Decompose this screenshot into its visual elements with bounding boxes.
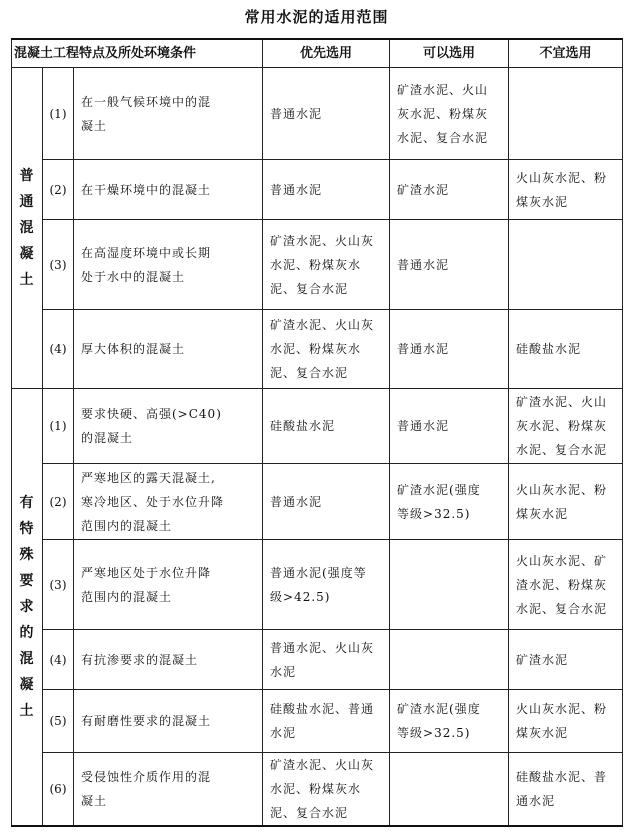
row-preferred: 普通水泥 — [263, 464, 390, 540]
row-unsuitable — [509, 68, 623, 160]
row-usable — [390, 630, 509, 690]
row-condition: 有耐磨性要求的混凝土 — [74, 690, 263, 753]
table-title: 常用水泥的适用范围 — [244, 8, 389, 26]
cement-usage-table — [11, 38, 623, 827]
table-row — [12, 310, 623, 389]
row-preferred: 矿渣水泥、火山灰 水泥、粉煤灰水 泥、复合水泥 — [263, 310, 390, 389]
row-preferred: 硅酸盐水泥、普通 水泥 — [263, 690, 390, 753]
row-condition: 受侵蚀性介质作用的混 凝土 — [74, 753, 263, 827]
row-preferred: 普通水泥 — [263, 68, 390, 160]
row-usable: 矿渣水泥 — [390, 160, 509, 220]
table-row — [12, 690, 623, 753]
row-preferred: 普通水泥(强度等 级>42.5) — [263, 540, 390, 630]
row-condition: 严寒地区的露天混凝土, 寒冷地区、处于水位升降 范围内的混凝土 — [74, 464, 263, 540]
row-condition: 在高湿度环境中或长期 处于水中的混凝土 — [74, 220, 263, 310]
row-number: (4) — [43, 630, 74, 690]
row-number: (3) — [43, 220, 74, 310]
row-usable — [390, 540, 509, 630]
table-row — [12, 630, 623, 690]
row-unsuitable: 硅酸盐水泥、普 通水泥 — [509, 753, 623, 827]
row-condition: 厚大体积的混凝土 — [74, 310, 263, 389]
table-row — [12, 753, 623, 827]
row-unsuitable: 火山灰水泥、粉 煤灰水泥 — [509, 690, 623, 753]
row-number: (6) — [43, 753, 74, 827]
row-condition: 在干燥环境中的混凝土 — [74, 160, 263, 220]
row-preferred: 矿渣水泥、火山灰 水泥、粉煤灰水 泥、复合水泥 — [263, 753, 390, 827]
row-usable: 普通水泥 — [390, 310, 509, 389]
row-usable: 矿渣水泥(强度 等级>32.5) — [390, 690, 509, 753]
header-condition: 混凝土工程特点及所处环境条件 — [12, 39, 263, 68]
table-row — [12, 220, 623, 310]
group-label-special: 有 特 殊 要 求 的 混 凝 土 — [12, 389, 43, 827]
header-row — [12, 39, 623, 68]
row-number: (3) — [43, 540, 74, 630]
row-preferred: 硅酸盐水泥 — [263, 389, 390, 464]
row-unsuitable: 矿渣水泥、火山 灰水泥、粉煤灰 水泥、复合水泥 — [509, 389, 623, 464]
row-condition: 要求快硬、高强(>C40) 的混凝土 — [74, 389, 263, 464]
row-condition: 严寒地区处于水位升降 范围内的混凝土 — [74, 540, 263, 630]
header-unsuitable: 不宜选用 — [509, 39, 623, 68]
header-preferred: 优先选用 — [263, 39, 390, 68]
header-usable: 可以选用 — [390, 39, 509, 68]
row-unsuitable: 硅酸盐水泥 — [509, 310, 623, 389]
row-preferred: 普通水泥 — [263, 160, 390, 220]
table-row — [12, 540, 623, 630]
group-label-ordinary: 普 通 混 凝 土 — [12, 68, 43, 389]
row-number: (5) — [43, 690, 74, 753]
row-unsuitable: 火山灰水泥、粉 煤灰水泥 — [509, 160, 623, 220]
row-usable: 普通水泥 — [390, 389, 509, 464]
row-usable: 矿渣水泥、火山 灰水泥、粉煤灰 水泥、复合水泥 — [390, 68, 509, 160]
row-number: (2) — [43, 464, 74, 540]
row-number: (2) — [43, 160, 74, 220]
row-condition: 有抗渗要求的混凝土 — [74, 630, 263, 690]
row-number: (1) — [43, 68, 74, 160]
row-unsuitable: 火山灰水泥、粉 煤灰水泥 — [509, 464, 623, 540]
table-row — [12, 68, 623, 160]
row-condition: 在一般气候环境中的混 凝土 — [74, 68, 263, 160]
row-usable: 普通水泥 — [390, 220, 509, 310]
row-unsuitable: 火山灰水泥、矿 渣水泥、粉煤灰 水泥、复合水泥 — [509, 540, 623, 630]
row-usable: 矿渣水泥(强度 等级>32.5) — [390, 464, 509, 540]
table-row — [12, 464, 623, 540]
row-preferred: 矿渣水泥、火山灰 水泥、粉煤灰水 泥、复合水泥 — [263, 220, 390, 310]
table-row — [12, 160, 623, 220]
row-number: (4) — [43, 310, 74, 389]
row-preferred: 普通水泥、火山灰 水泥 — [263, 630, 390, 690]
row-unsuitable — [509, 220, 623, 310]
table-row — [12, 389, 623, 464]
row-usable — [390, 753, 509, 827]
row-unsuitable: 矿渣水泥 — [509, 630, 623, 690]
row-number: (1) — [43, 389, 74, 464]
